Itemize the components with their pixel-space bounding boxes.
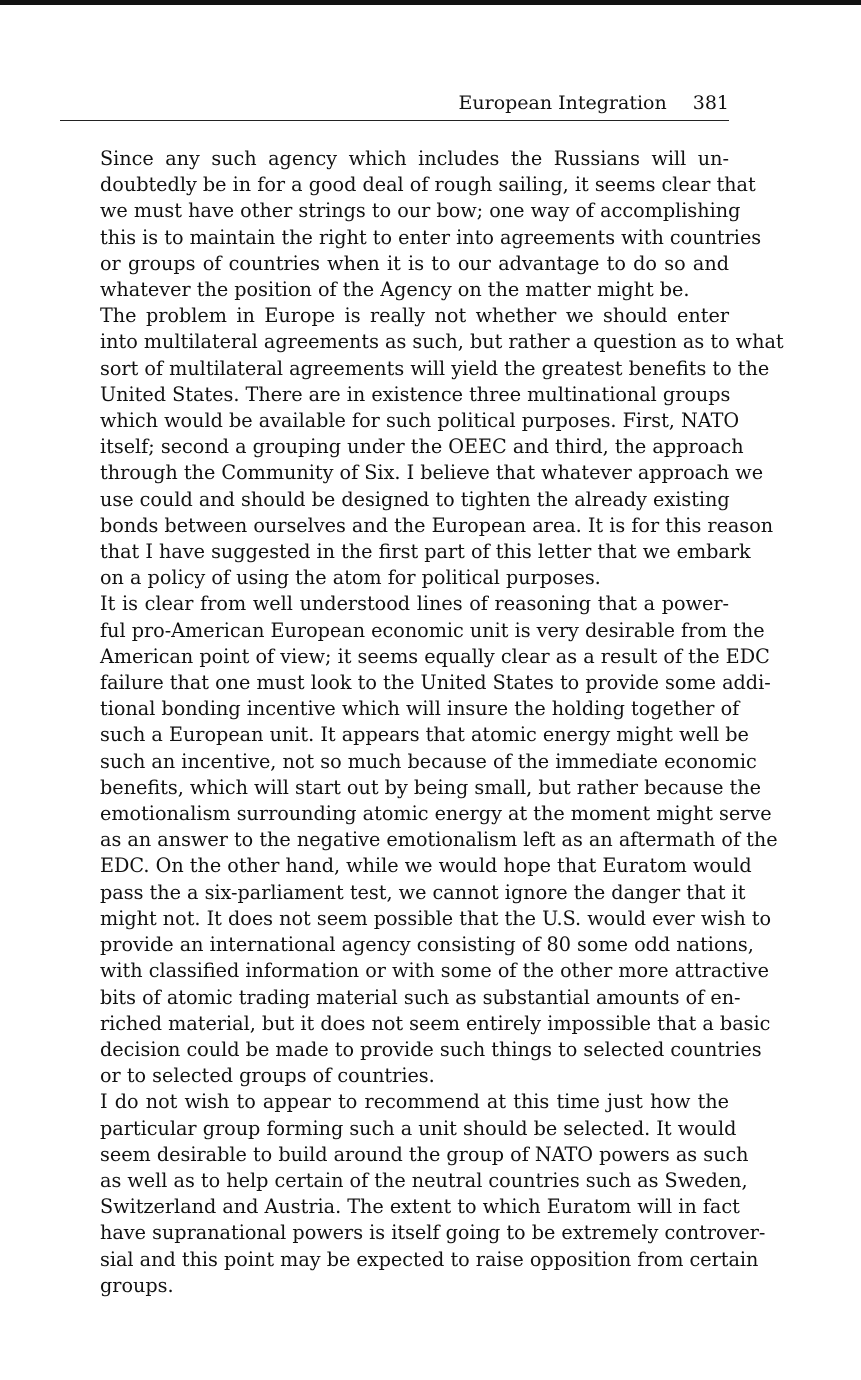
- text-line: groups.: [100, 1273, 174, 1297]
- running-header: [60, 92, 729, 121]
- text-line: such a European unit. It appears that atomic energy might well be: [100, 723, 749, 747]
- text-line: United States. There are in existence three multinational groups: [100, 382, 731, 406]
- text-line: tional bonding incentive which will insure the holding together of: [100, 697, 740, 721]
- text-line: such an incentive, not so much because of the immediate economic: [100, 749, 757, 773]
- text-line: Switzerland and Austria. The extent to which Euratom will in fact: [100, 1195, 740, 1219]
- text-line: or to selected groups of countries.: [100, 1064, 435, 1088]
- text-line: pass the a six-parliament test, we cannot ignore the danger that it: [100, 880, 746, 904]
- body-text: [60, 146, 784, 1299]
- text-line: with classified information or with some of the other more attractive: [100, 959, 769, 983]
- running-title: European Integration: [458, 92, 667, 114]
- text-line: itself; second a grouping under the OEEC and third, the approach: [100, 435, 744, 459]
- text-line: seem desirable to build around the group of NATO powers as such: [100, 1142, 749, 1166]
- text-line: into multilateral agreements as such, but rather a question as to what: [100, 330, 784, 354]
- text-line: riched material, but it does not seem entirely impossible that a basic: [100, 1011, 771, 1035]
- text-line: sial and this point may be expected to raise opposition from certain: [100, 1247, 759, 1271]
- text-line: Since any such agency which includes the Russians will un-: [100, 147, 729, 170]
- text-line: benefits, which will start out by being small, but rather because the: [100, 775, 762, 799]
- paragraph-2: [60, 303, 784, 591]
- text-line: as well as to help certain of the neutral countries such as Sweden,: [100, 1168, 748, 1192]
- text-line: might not. It does not seem possible that the U.S. would ever wish to: [100, 906, 772, 930]
- text-line: ful pro-American European economic unit is very desirable from the: [100, 618, 765, 642]
- text-line: have supranational powers is itself going to be extremely controver-: [100, 1221, 766, 1245]
- text-line: particular group forming such a unit should be selected. It would: [100, 1116, 737, 1140]
- text-line: use could and should be designed to tighten the already existing: [100, 487, 730, 511]
- text-line: through the Community of Six. I believe that whatever approach we: [100, 461, 764, 485]
- text-line: The problem in Europe is really not whether we should enter: [100, 304, 729, 328]
- text-line: that I have suggested in the first part of this letter that we embark: [100, 540, 751, 564]
- text-line: bits of atomic trading material such as substantial amounts of en-: [100, 985, 741, 1009]
- text-line: I do not wish to appear to recommend at this time just how the: [100, 1090, 729, 1114]
- text-line: which would be available for such political purposes. First, NATO: [100, 409, 740, 433]
- paragraph-4: [60, 1089, 766, 1299]
- text-line: we must have other strings to our bow; one way of accomplishing: [100, 199, 741, 223]
- text-line: It is clear from well understood lines of reasoning that a power-: [100, 592, 729, 616]
- text-line: provide an international agency consisting of 80 some odd nations,: [100, 933, 754, 957]
- text-line: on a policy of using the atom for political purposes.: [100, 566, 601, 590]
- text-line: sort of multilateral agreements will yield the greatest benefits to the: [100, 356, 770, 380]
- page-top-border: [0, 0, 861, 5]
- page-number: 381: [692, 92, 729, 114]
- text-line: this is to maintain the right to enter into agreements with countries: [100, 225, 762, 249]
- text-line: American point of view; it seems equally clear as a result of the EDC: [100, 644, 770, 668]
- text-line: doubtedly be in for a good deal of rough sailing, it seems clear that: [100, 173, 756, 197]
- text-line: failure that one must look to the United States to provide some addi-: [100, 671, 771, 695]
- text-line: or groups of countries when it is to our advantage to do so and: [100, 251, 729, 275]
- text-line: decision could be made to provide such things to selected countries: [100, 1037, 762, 1061]
- text-line: bonds between ourselves and the European area. It is for this reason: [100, 513, 774, 537]
- text-line: as an answer to the negative emotionalism left as an aftermath of the: [100, 828, 778, 852]
- text-line: emotionalism surrounding atomic energy at the moment might serve: [100, 802, 772, 826]
- text-line: EDC. On the other hand, while we would hope that Euratom would: [100, 854, 752, 878]
- paragraph-1: [60, 146, 762, 303]
- paragraph-3: [60, 591, 778, 1089]
- text-line: whatever the position of the Agency on the matter might be.: [100, 278, 690, 302]
